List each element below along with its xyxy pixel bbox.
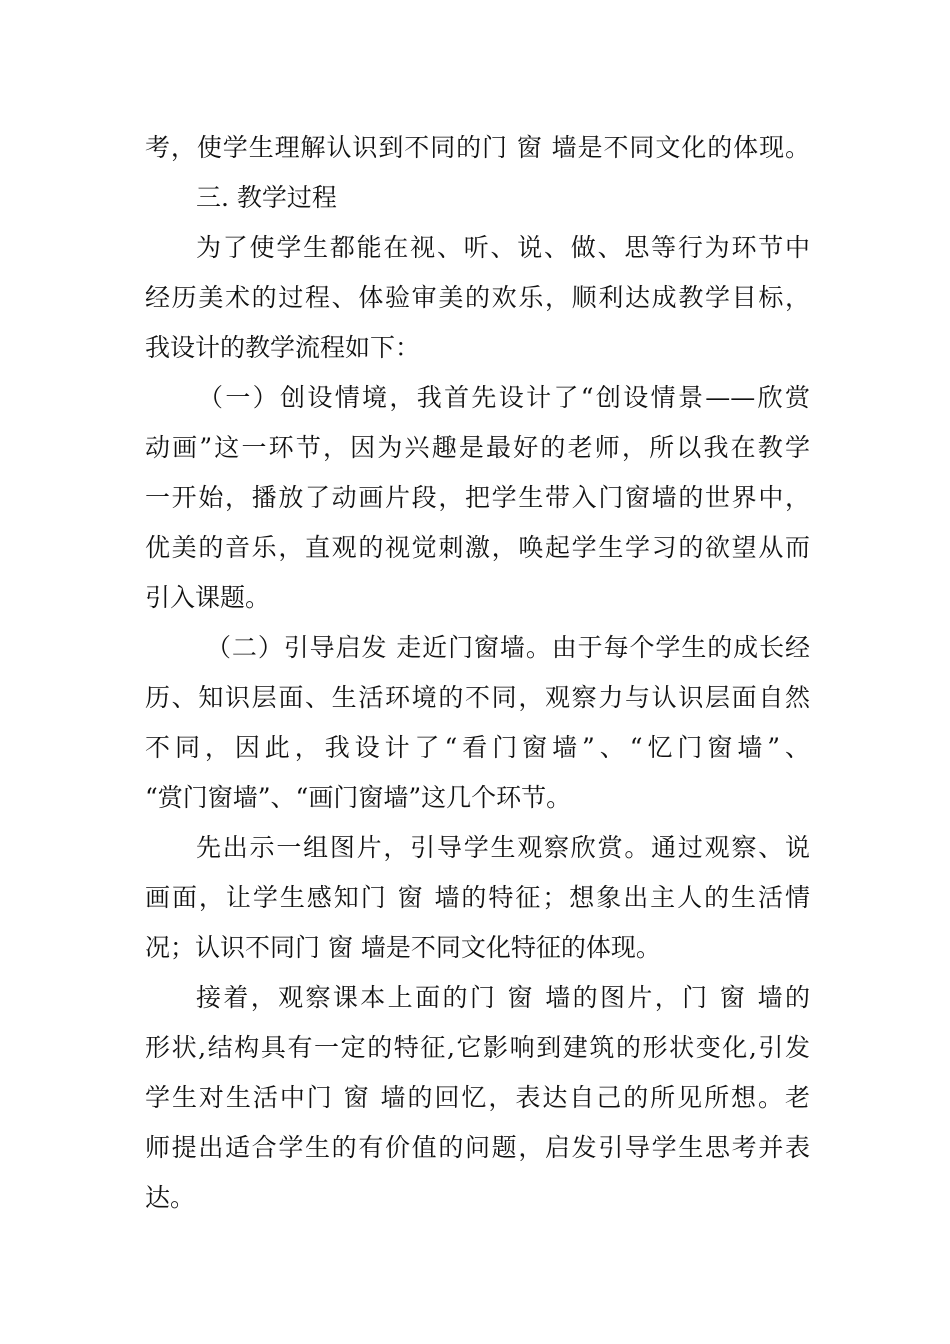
text-line: 动画”这一环节，因为兴趣是最好的老师，所以我在教学 [145, 433, 810, 462]
text-line: 我设计的教学流程如下： [145, 333, 421, 362]
text-line: 历、知识层面、生活环境的不同，观察力与认识层面自然 [145, 683, 810, 712]
text-line: 画面，让学生感知门 窗 墙的特征；想象出主人的生活情 [145, 883, 810, 912]
text-line: 师提出适合学生的有价值的问题，启发引导学生思考并表 [145, 1133, 810, 1162]
text-line: 考，使学生理解认识到不同的门 窗 墙是不同文化的体现。 [145, 133, 810, 162]
text-line: 形状,结构具有一定的特征,它影响到建筑的形状变化,引发 [145, 1033, 810, 1062]
section-heading: 三. 教学过程 [196, 183, 337, 212]
text-line: 不同，因此，我设计了“看门窗墙”、“忆门窗墙”、 [145, 733, 810, 762]
text-line: 接着，观察课本上面的门 窗 墙的图片，门 窗 墙的 [196, 983, 810, 1012]
text-line: 先出示一组图片，引导学生观察欣赏。通过观察、说 [196, 833, 810, 862]
text-line: “赏门窗墙”、“画门窗墙”这几个环节。 [145, 783, 572, 812]
text-line: （二）引导启发 走近门窗墙。由于每个学生的成长经 [206, 633, 810, 662]
text-line: 引入课题。 [145, 583, 271, 612]
text-line: 一开始，播放了动画片段，把学生带入门窗墙的世界中， [145, 483, 810, 512]
text-line: 优美的音乐，直观的视觉刺激，唤起学生学习的欲望从而 [145, 533, 810, 562]
text-line: 经历美术的过程、体验审美的欢乐，顺利达成教学目标， [145, 283, 810, 312]
text-line: （一）创设情境，我首先设计了“创设情景——欣赏 [198, 383, 810, 412]
text-line: 学生对生活中门 窗 墙的回忆，表达自己的所见所想。老 [145, 1083, 810, 1112]
text-line: 达。 [145, 1183, 196, 1212]
text-line: 况；认识不同门 窗 墙是不同文化特征的体现。 [145, 933, 661, 962]
text-line: 为了使学生都能在视、听、说、做、思等行为环节中 [196, 233, 810, 262]
